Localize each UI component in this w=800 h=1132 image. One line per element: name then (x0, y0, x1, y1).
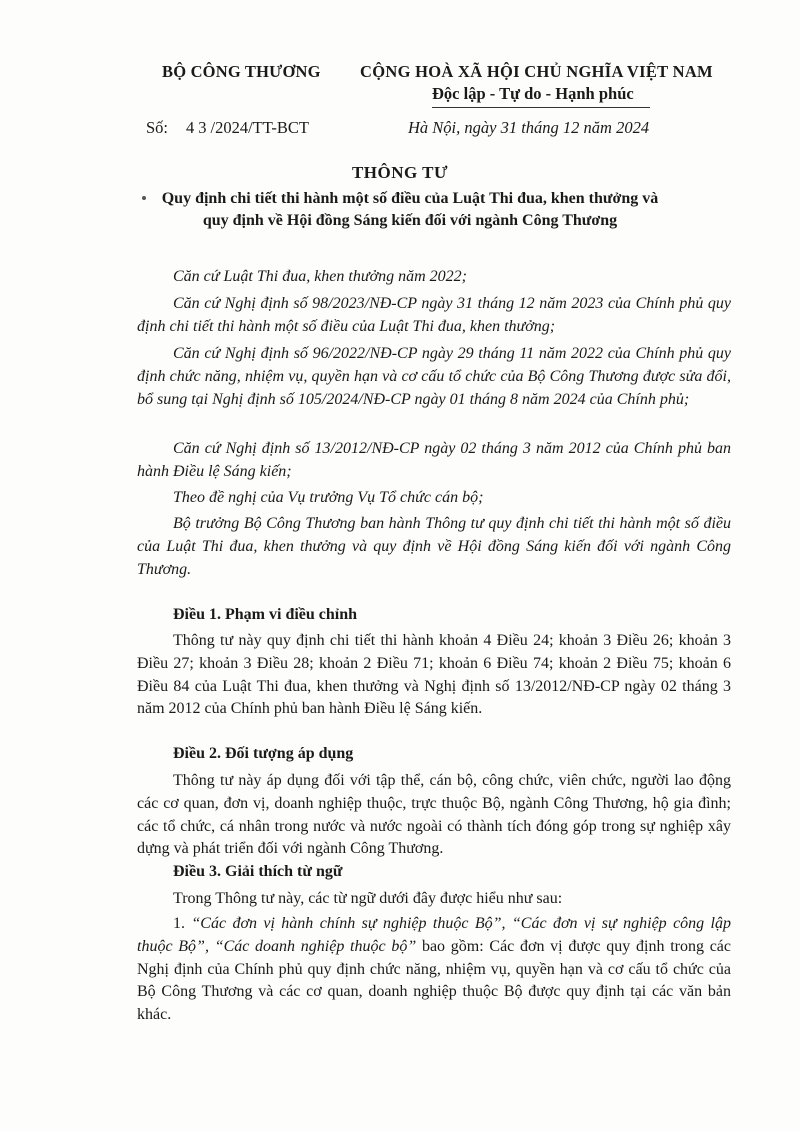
document-number (146, 118, 309, 138)
article-heading: Điều 1. Phạm vi điều chỉnh (173, 606, 358, 623)
document-subtitle (100, 188, 720, 232)
number-label: Số: (146, 118, 169, 137)
article-heading: Điều 3. Giải thích từ ngữ (173, 863, 343, 880)
document-type: THÔNG TƯ (351, 163, 449, 182)
national-motto: Độc lập - Tự do - Hạnh phúc (432, 84, 634, 103)
preamble-paragraph: Bộ trưởng Bộ Công Thương ban hành Thông tư quy định chi tiết thi hành một số điều của Luật Thi đua, khen thưởng và quy định về Hội đồng Sáng kiến đối với ngành Công Thương. (137, 515, 731, 578)
preamble-paragraph: Căn cứ Luật Thi đua, khen thưởng năm 2022; (173, 268, 467, 285)
article-heading: Điều 2. Đối tượng áp dụng (173, 745, 354, 762)
number-value: 43 (186, 118, 211, 137)
national-title: CỘNG HOÀ XÃ HỘI CHỦ NGHĨA VIỆT NAM (360, 62, 713, 81)
issue-date: Hà Nội, ngày 31 tháng 12 năm 2024 (408, 118, 650, 137)
preamble-paragraph: Theo đề nghị của Vụ trưởng Vụ Tổ chức cán bộ; (173, 489, 484, 506)
item-number: 1. (173, 915, 192, 932)
preamble-paragraph: Căn cứ Nghị định số 96/2022/NĐ-CP ngày 29 tháng 11 năm 2022 của Chính phủ quy định chức năng, nhiệm vụ, quyền hạn và cơ cấu tổ chức của Bộ Công Thương được sửa đổi, bổ sung tại Nghị định số 105/2024/NĐ-CP ngày 01 tháng 8 năm 2024 của Chính phủ; (137, 345, 731, 408)
defined-terms: “Các đơn vị hành chính sự nghiệp thuộc Bộ”, “Các đơn vị sự nghiệp công lập thuộc Bộ”, “Các doanh nghiệp thuộc bộ” (137, 915, 732, 955)
definition-text: bao gồm: Các đơn vị được quy định trong các Nghị định của Chính phủ quy định chức năng, nhiệm vụ, quyền hạn và cơ cấu tổ chức của Bộ Công Thương và các cơ quan, doanh nghiệp thuộc Bộ được quy định tại các văn bản khác. (137, 937, 732, 1024)
subtitle-line-1: Quy định chi tiết thi hành một số điều của Luật Thi đua, khen thưởng và (161, 190, 659, 207)
preamble-paragraph: Căn cứ Nghị định số 98/2023/NĐ-CP ngày 31 tháng 12 năm 2023 của Chính phủ quy định chi tiết thi hành một số điều của Luật Thi đua, khen thưởng; (137, 295, 731, 335)
subtitle-line-2: quy định về Hội đồng Sáng kiến đối với ngành Công Thương (202, 212, 618, 229)
article-body: Thông tư này quy định chi tiết thi hành khoản 4 Điều 24; khoản 3 Điều 26; khoản 3 Điều 27; khoản 3 Điều 28; khoản 2 Điều 71; khoản 6 Điều 74; khoản 2 Điều 75; khoản 6 Điều 84 của Luật Thi đua, khen thưởng và Nghị định số 13/2012/NĐ-CP ngày 02 tháng 3 năm 2012 của Chính phủ ban hành Điều lệ Sáng kiến. (137, 632, 731, 718)
issuing-ministry: BỘ CÔNG THƯƠNG (162, 62, 321, 81)
definition-item (137, 913, 731, 1027)
article-body: Thông tư này áp dụng đối với tập thể, cán bộ, công chức, viên chức, người lao động các cơ quan, đơn vị, doanh nghiệp thuộc, trực thuộc Bộ, ngành Công Thương, hộ gia đình; các tổ chức, cá nhân trong nước và nước ngoài có thành tích đóng góp trong sự nghiệp xây dựng và phát triển đối với ngành Công Thương. (137, 772, 731, 858)
motto-underline (432, 107, 650, 108)
number-suffix: /2024/TT-BCT (210, 118, 309, 137)
article-body: Trong Thông tư này, các từ ngữ dưới đây được hiểu như sau: (173, 890, 563, 907)
preamble-paragraph: Căn cứ Nghị định số 13/2012/NĐ-CP ngày 02 tháng 3 năm 2012 của Chính phủ ban hành Điều lệ Sáng kiến; (137, 440, 731, 480)
